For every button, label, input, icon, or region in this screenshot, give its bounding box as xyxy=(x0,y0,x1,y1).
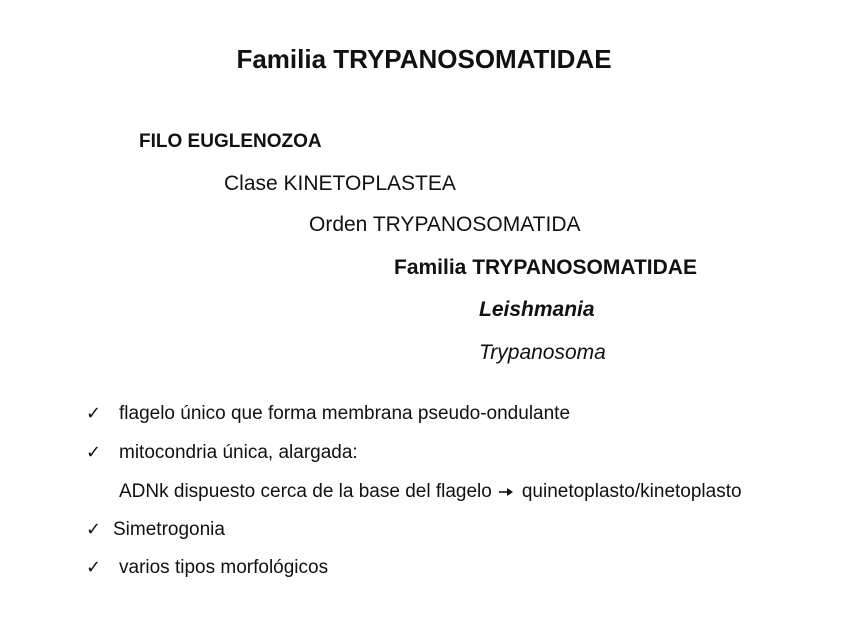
bullet-adnk-line xyxy=(119,481,742,503)
kinetoplasto-text: quinetoplasto/kinetoplasto xyxy=(521,481,742,502)
arrow-right-icon xyxy=(498,487,514,497)
checkmark-icon: ✓ xyxy=(86,519,102,539)
adnk-text: ADNk dispuesto cerca de la base del flagelo xyxy=(119,481,492,502)
bullet-flagelo: flagelo único que forma membrana pseudo-ondulante xyxy=(119,403,571,424)
bullet-simetrogonia: Simetrogonia xyxy=(113,519,225,540)
checkmark-icon: ✓ xyxy=(86,403,102,423)
taxon-familia: Familia TRYPANOSOMATIDAE xyxy=(394,256,697,279)
taxon-orden: Orden TRYPANOSOMATIDA xyxy=(309,213,581,236)
genus-trypanosoma: Trypanosoma xyxy=(479,341,606,364)
genus-leishmania: Leishmania xyxy=(479,298,595,321)
page-title: Familia TRYPANOSOMATIDAE xyxy=(236,44,612,74)
taxon-clase: Clase KINETOPLASTEA xyxy=(224,172,456,195)
checkmark-icon: ✓ xyxy=(86,442,102,462)
bullet-morfologicos: varios tipos morfológicos xyxy=(119,557,329,578)
taxon-filo: FILO EUGLENOZOA xyxy=(139,131,322,152)
bullet-mitocondria: mitocondria única, alargada: xyxy=(119,442,358,463)
checkmark-icon: ✓ xyxy=(86,557,102,577)
